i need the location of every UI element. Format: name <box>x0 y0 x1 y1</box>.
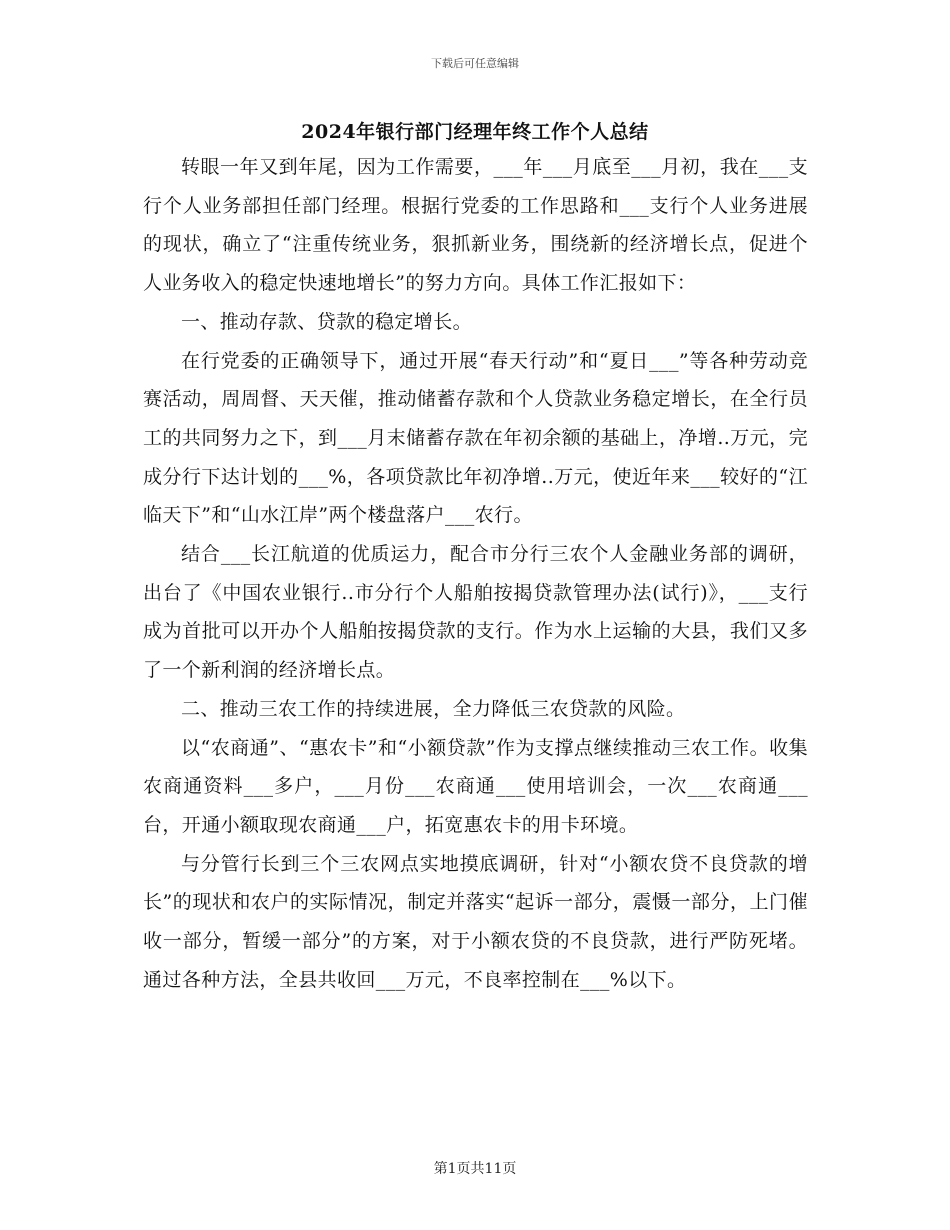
header-note: 下载后可任意编辑 <box>431 57 519 70</box>
paragraph-bad-loans: 与分管行长到三个三农网点实地摸底调研，针对“小额农贷不良贷款的增长”的现状和农户的实际情况，制定并落实“起诉一部分，震慑一部分，上门催收一部分，暂缓一部分”的方案，对于小额农贷的不良贷款，进行严防死堵。通过各种方法，全县共收回___万元，不良率控制在___%以下。 <box>143 852 808 991</box>
page-number: 第1页共11页 <box>433 1161 517 1177</box>
document-body <box>143 148 808 999</box>
document-title: 2024年银行部门经理年终工作个人总结 <box>301 121 649 143</box>
section-heading-2: 二、推动三农工作的持续进展，全力降低三农贷款的风险。 <box>181 697 686 720</box>
paragraph-ship-loans: 结合___长江航道的优质运力，配合市分行三农个人金融业务部的调研，出台了《中国农业银行..市分行个人船舶按揭贷款管理办法(试行)》，___支行成为首批可以开办个人船舶按揭贷款的支行。作为水上运输的大县，我们又多了一个新利润的经济增长点。 <box>143 543 808 682</box>
paragraph-deposits: 在行党委的正确领导下，通过开展“春天行动”和“夏日___”等各种劳动竞赛活动，周周督、天天催，推动储蓄存款和个人贷款业务稳定增长，在全行员工的共同努力之下，到___月末储蓄存款在年初余额的基础上，净增..万元，完成分行下达计划的___%，各项贷款比年初净增..万元，使近年来___较好的“江临天下”和“山水江岸”两个楼盘落户___农行。 <box>143 349 808 527</box>
paragraph-agri-services: 以“农商通”、“惠农卡”和“小额贷款”作为支撑点继续推动三农工作。收集农商通资料___多户，___月份___农商通___使用培训会，一次___农商通___台，开通小额取现农商通___户，拓宽惠农卡的用卡环境。 <box>143 736 808 836</box>
section-heading-1: 一、推动存款、贷款的稳定增长。 <box>181 310 473 333</box>
paragraph-intro: 转眼一年又到年尾，因为工作需要，___年___月底至___月初，我在___支行个人业务部担任部门经理。根据行党委的工作思路和___支行个人业务进展的现状，确立了“注重传统业务，狠抓新业务，围绕新的经济增长点，促进个人业务收入的稳定快速地增长”的努力方向。具体工作汇报如下： <box>143 156 808 295</box>
